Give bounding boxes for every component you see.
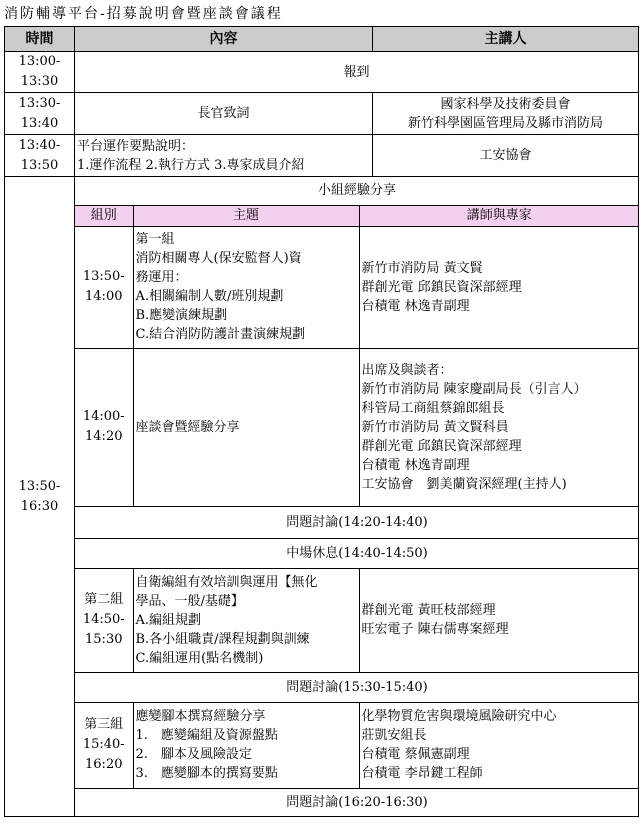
header-speaker: 主講人 [373,27,639,52]
sub-header-topic: 主題 [133,205,359,226]
experts-cell: 出席及與談者： 新竹市消防局 陳家慶副局長（引言人） 科管局工商組蔡錦郎組長 新竹市消防局 黃文賢科員 群創光電 邱鎮民資深部經理 台積電 林逸青副理 工安協會 劉美蘭資深經理(主持人) [359,348,639,506]
topic-cell: 第一組 消防相關專人(保安監督人)資 務運用： A.相關編制人數/班別規劃 B.應變演練規劃 C.結合消防防護計畫演練規劃 [133,226,359,348]
time-cell: 13:50- 16:30 [5,177,75,817]
discussion-row [75,506,639,538]
content-cell: 平台運作要點說明： 1.運作流程 2.執行方式 3.專家成員介紹 [75,135,373,177]
table-header-row [5,27,639,52]
table-row [75,348,639,506]
content-cell: 長官致詞 [75,93,373,135]
break-row [75,538,639,568]
time-cell: 13:00- 13:30 [5,52,75,93]
header-content: 內容 [75,27,373,52]
topic-cell: 自衛編組有效培訓與運用【無化 學品、一般/基礎】 A.編組規劃 B.各小組職責/課程規劃與訓練 C.編組運用(點名機制) [133,568,359,672]
sub-header-row [75,205,639,226]
sub-header-group: 組別 [75,205,133,226]
agenda-table [4,26,639,817]
page-title: 消防輔導平台-招募說明會暨座談會議程 [4,6,283,22]
speaker-cell: 工安協會 [373,135,639,177]
table-row [5,177,639,817]
table-row [75,568,639,672]
speaker-cell: 國家科學及技術委員會 新竹科學園區管理局及縣市消防局 [373,93,639,135]
header-time: 時間 [5,27,75,52]
table-row [5,52,639,93]
discussion-row [75,788,639,816]
group-time-cell: 14:00- 14:20 [75,348,133,506]
discussion-row [75,672,639,702]
group-time-cell: 第三組 15:40- 16:20 [75,702,133,788]
table-row [5,93,639,135]
table-row [5,135,639,177]
time-cell: 13:30- 13:40 [5,93,75,135]
break-cell: 中場休息(14:40-14:50) [75,538,639,568]
table-row [75,702,639,788]
group-sharing-table [75,177,639,816]
experts-cell: 化學物質危害與環境風險研究中心 莊凱安組長 台積電 蔡佩憲副理 台積電 李昂鍵工程師 [359,702,639,788]
time-cell: 13:40- 13:50 [5,135,75,177]
topic-cell: 座談會暨經驗分享 [133,348,359,506]
experts-cell: 群創光電 黃旺枝部經理 旺宏電子 陳右儒專案經理 [359,568,639,672]
discussion-cell: 問題討論(14:20-14:40) [75,506,639,538]
content-cell: 報到 [75,52,639,93]
topic-cell: 應變腳本撰寫經驗分享 1. 應變編組及資源盤點 2. 腳本及風險設定 3. 應變腳本的撰寫要點 [133,702,359,788]
discussion-cell: 問題討論(16:20-16:30) [286,794,428,810]
table-row [75,226,639,348]
section-title-row [75,177,639,205]
experts-cell: 新竹市消防局 黃文賢 群創光電 邱鎮民資深部經理 台積電 林逸青副理 [359,226,639,348]
group-time-cell: 13:50- 14:00 [75,226,133,348]
discussion-cell: 問題討論(15:30-15:40) [75,672,639,702]
group-sharing-cell [75,177,639,817]
group-time-cell: 第二組 14:50- 15:30 [75,568,133,672]
section-title: 小組經驗分享 [75,177,639,205]
sub-header-experts: 講師與專家 [359,205,639,226]
